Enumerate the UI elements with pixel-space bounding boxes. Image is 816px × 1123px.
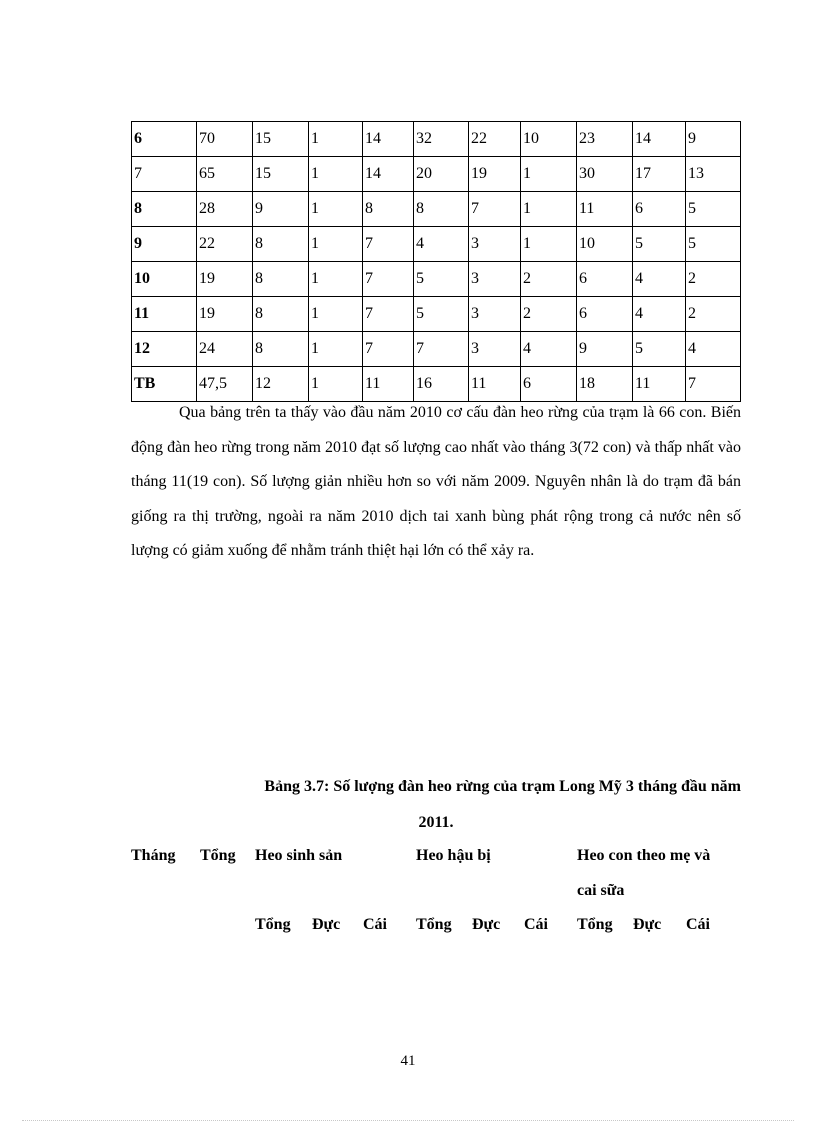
row-label-cell: 7	[132, 157, 197, 192]
table-cell: 7	[363, 332, 414, 367]
table-cell: 24	[197, 332, 253, 367]
table-cell: 1	[309, 157, 363, 192]
table-cell: 8	[363, 192, 414, 227]
row-label-cell: 10	[132, 262, 197, 297]
table-cell: 4	[521, 332, 577, 367]
table-cell: 22	[197, 227, 253, 262]
table-cell: 5	[686, 227, 741, 262]
table-cell: 11	[469, 367, 521, 402]
table-cell: 28	[197, 192, 253, 227]
header-breeding-pigs: Heo sinh sản	[255, 847, 343, 864]
table-cell: 2	[521, 262, 577, 297]
table-cell: 6	[577, 297, 633, 332]
subheader-gilts-total: Tổng	[416, 916, 452, 933]
table-cell: 4	[633, 262, 686, 297]
table-cell: 1	[309, 192, 363, 227]
subheader-breeding-female: Cái	[363, 916, 387, 933]
table-row	[132, 192, 741, 227]
table-cell: 14	[363, 157, 414, 192]
table-cell: 9	[253, 192, 309, 227]
table-cell: 23	[577, 122, 633, 157]
table-cell: 6	[521, 367, 577, 402]
table-cell: 20	[414, 157, 469, 192]
subheader-breeding-total: Tổng	[255, 916, 291, 933]
table-cell: 2	[686, 297, 741, 332]
table-cell: 7	[686, 367, 741, 402]
table-cell: 30	[577, 157, 633, 192]
table-cell: 2	[521, 297, 577, 332]
table-cell: 1	[309, 297, 363, 332]
subheader-breeding-male: Đực	[312, 916, 341, 933]
table-cell: 8	[414, 192, 469, 227]
row-label-cell: 8	[132, 192, 197, 227]
table-cell: 19	[197, 262, 253, 297]
subheader-piglets-male: Đực	[633, 916, 662, 933]
row-label-cell: 6	[132, 122, 197, 157]
table-row	[132, 157, 741, 192]
table-row	[132, 227, 741, 262]
table-cell: 9	[577, 332, 633, 367]
table-cell: 11	[363, 367, 414, 402]
table-cell: 19	[469, 157, 521, 192]
header-total: Tổng	[200, 847, 236, 864]
table-cell: 15	[253, 157, 309, 192]
subheader-gilts-female: Cái	[524, 916, 548, 933]
table-cell: 11	[633, 367, 686, 402]
table-cell: 1	[309, 262, 363, 297]
row-label-cell: TB	[132, 367, 197, 402]
header-piglets-line2: cai sữa	[577, 882, 625, 899]
table-cell: 65	[197, 157, 253, 192]
table-body	[132, 122, 741, 402]
table-caption-line2: 2011.	[418, 814, 454, 831]
table-cell: 6	[633, 192, 686, 227]
table-cell: 14	[363, 122, 414, 157]
table-cell: 9	[686, 122, 741, 157]
table-cell: 5	[686, 192, 741, 227]
body-paragraph	[131, 396, 741, 569]
herd-data-table	[131, 121, 741, 402]
table-cell: 3	[469, 262, 521, 297]
table-cell: 16	[414, 367, 469, 402]
table-cell: 1	[309, 367, 363, 402]
row-label-cell: 11	[132, 297, 197, 332]
table-cell: 8	[253, 297, 309, 332]
table-cell: 7	[363, 262, 414, 297]
paragraph-text: Qua bảng trên ta thấy vào đầu năm 2010 cơ cấu đàn heo rừng của trạm là 66 con. Biến động đàn heo rừng trong năm 2010 đạt số lượng cao nhất vào tháng 3(72 con) và thấp nhất vào tháng 11(19 con). Số lượng giản nhiều hơn so với năm 2009. Nguyên nhân là do trạm đã bán giống ra thị trường, ngoài ra năm 2010 dịch tai xanh bùng phát rộng trong cả nước nên số lượng có giảm xuống để nhằm tránh thiệt hại lớn có thể xảy ra.	[131, 404, 741, 559]
table-cell: 4	[686, 332, 741, 367]
table-cell: 47,5	[197, 367, 253, 402]
table-cell: 4	[633, 297, 686, 332]
row-label-cell: 9	[132, 227, 197, 262]
table-cell: 1	[309, 122, 363, 157]
subheader-piglets-female: Cái	[686, 916, 710, 933]
page-number: 41	[400, 1053, 416, 1069]
table-cell: 1	[521, 157, 577, 192]
table-cell: 7	[363, 297, 414, 332]
table-cell: 6	[577, 262, 633, 297]
table-cell: 5	[414, 297, 469, 332]
subheader-gilts-male: Đực	[472, 916, 501, 933]
table-caption-line1: Bảng 3.7: Số lượng đàn heo rừng của trạm Long Mỹ 3 tháng đầu năm	[264, 778, 741, 795]
table-cell: 7	[363, 227, 414, 262]
table-cell: 70	[197, 122, 253, 157]
header-piglets-line1: Heo con theo mẹ và	[577, 847, 711, 864]
table-cell: 8	[253, 332, 309, 367]
header-month: Tháng	[131, 847, 176, 864]
table-cell: 10	[521, 122, 577, 157]
table-row	[132, 262, 741, 297]
table-cell: 10	[577, 227, 633, 262]
table-cell: 4	[414, 227, 469, 262]
table-cell: 22	[469, 122, 521, 157]
table-cell: 19	[197, 297, 253, 332]
header-gilts: Heo hậu bị	[416, 847, 491, 864]
table-cell: 15	[253, 122, 309, 157]
table-cell: 8	[253, 227, 309, 262]
table-cell: 5	[633, 227, 686, 262]
row-label-cell: 12	[132, 332, 197, 367]
table-cell: 1	[309, 332, 363, 367]
table-cell: 3	[469, 227, 521, 262]
table-cell: 7	[414, 332, 469, 367]
table-cell: 8	[253, 262, 309, 297]
table-cell: 7	[469, 192, 521, 227]
table-cell: 17	[633, 157, 686, 192]
table-cell: 3	[469, 297, 521, 332]
page-bottom-divider	[22, 1120, 794, 1121]
table-cell: 5	[414, 262, 469, 297]
table-cell: 1	[521, 192, 577, 227]
table-cell: 32	[414, 122, 469, 157]
subheader-piglets-total: Tổng	[577, 916, 613, 933]
table-cell: 1	[309, 227, 363, 262]
table-cell: 11	[577, 192, 633, 227]
table-row	[132, 297, 741, 332]
table-cell: 12	[253, 367, 309, 402]
table-cell: 3	[469, 332, 521, 367]
table-row	[132, 122, 741, 157]
table-cell: 2	[686, 262, 741, 297]
table-cell: 5	[633, 332, 686, 367]
table-row	[132, 332, 741, 367]
table-cell: 14	[633, 122, 686, 157]
table-cell: 18	[577, 367, 633, 402]
table-cell: 1	[521, 227, 577, 262]
table-cell: 13	[686, 157, 741, 192]
